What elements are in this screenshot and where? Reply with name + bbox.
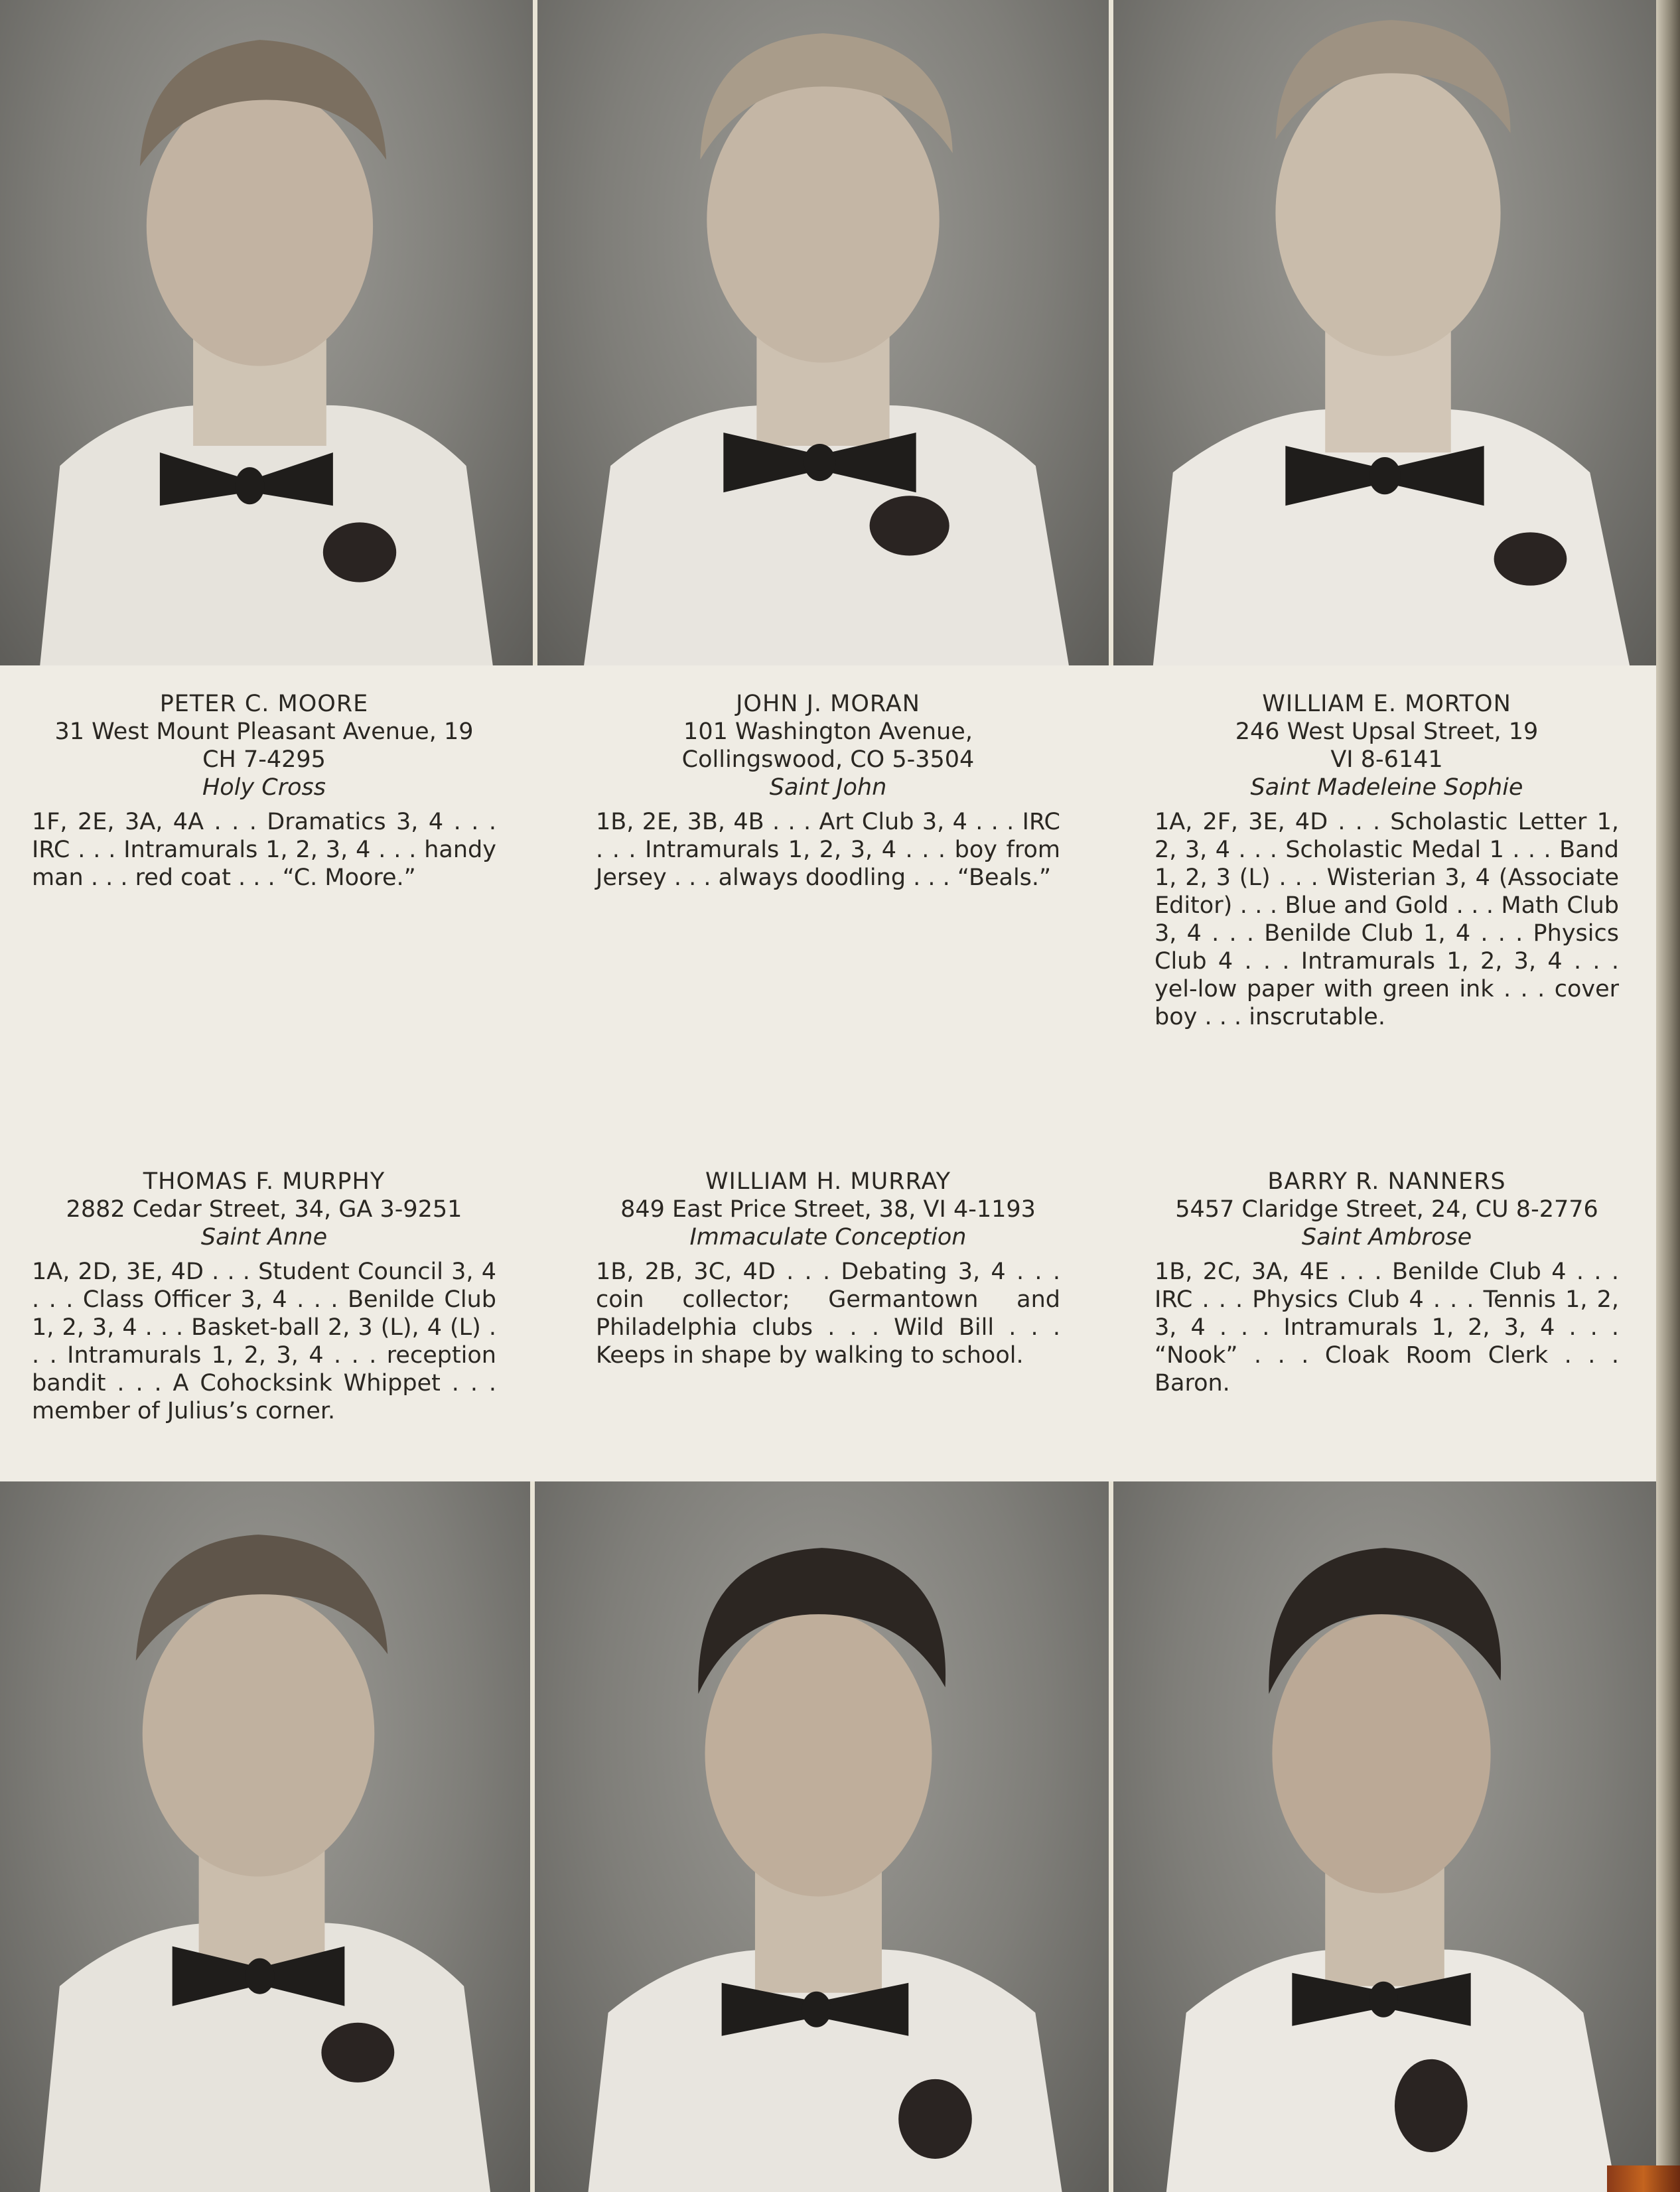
- student-city-phone: Collingswood, CO 5-3504: [681, 746, 975, 773]
- student-phone: VI 8-6141: [1330, 746, 1443, 773]
- student-activities: 1B, 2C, 3A, 4E . . . Benilde Club 4 . . . IRC . . . Physics Club 4 . . . Tennis 1, 2, 3, 4 . . . Intramurals 1, 2, 3, 4 . . . “Nook” . . . Cloak Room Clerk . . . Baron.: [1155, 1259, 1619, 1397]
- student-parish: Saint John: [769, 774, 887, 801]
- student-name: BARRY R. NANNERS: [1267, 1168, 1506, 1195]
- student-address-line: 101 Washington Avenue,: [683, 719, 973, 745]
- entry-william-morton: [1155, 690, 1619, 1031]
- student-parish: Holy Cross: [202, 774, 326, 801]
- student-name: PETER C. MOORE: [159, 691, 369, 717]
- student-name: WILLIAM H. MURRAY: [705, 1168, 951, 1195]
- entry-peter-moore: [32, 690, 496, 892]
- student-address-line: 31 West Mount Pleasant Avenue, 19: [54, 719, 474, 745]
- student-activities: 1B, 2B, 3C, 4D . . . Debating 3, 4 . . . coin collector; Germantown and Philadelphia clubs . . . Wild Bill . . . Keeps in shape by walking to school.: [596, 1259, 1060, 1369]
- portrait-william-murray: [535, 1481, 1109, 2192]
- student-phone: CH 7-4295: [202, 746, 326, 773]
- portrait-john-moran: [537, 0, 1109, 665]
- student-activities: 1B, 2E, 3B, 4B . . . Art Club 3, 4 . . . IRC . . . Intramurals 1, 2, 3, 4 . . . boy from Jersey . . . always doodling . . . “Beals.”: [596, 809, 1060, 891]
- cover-edge: [1607, 2165, 1680, 2192]
- entry-barry-nanners: [1155, 1168, 1619, 1397]
- student-name: JOHN J. MORAN: [736, 691, 920, 717]
- student-activities: 1A, 2D, 3E, 4D . . . Student Council 3, 4 . . . Class Officer 3, 4 . . . Benilde Club 1, 2, 3, 4 . . . Basket-ball 2, 3 (L), 4 (L) . . . Intramurals 1, 2, 3, 4 . . . reception bandit . . . A Cohocksink Whippet . . . member of Julius’s corner.: [32, 1259, 496, 1424]
- portrait-peter-moore: [0, 0, 533, 665]
- student-parish: Saint Anne: [200, 1224, 328, 1251]
- student-address-line: 246 West Upsal Street, 19: [1235, 719, 1539, 745]
- portrait-thomas-murphy: [0, 1481, 530, 2192]
- student-parish: Saint Madeleine Sophie: [1250, 774, 1523, 801]
- portrait-barry-nanners: [1113, 1481, 1656, 2192]
- student-activities: 1F, 2E, 3A, 4A . . . Dramatics 3, 4 . . . IRC . . . Intramurals 1, 2, 3, 4 . . . handy man . . . red coat . . . “C. Moore.”: [32, 809, 496, 891]
- student-name: WILLIAM E. MORTON: [1262, 691, 1511, 717]
- student-parish: Saint Ambrose: [1301, 1224, 1472, 1251]
- student-activities: 1A, 2F, 3E, 4D . . . Scholastic Letter 1, 2, 3, 4 . . . Scholastic Medal 1 . . . Band 1, 2, 3 (L) . . . Wisterian 3, 4 (Associate Editor) . . . Blue and Gold . . . Math Club 3, 4 . . . Benilde Club 1, 4 . . . Physics Club 4 . . . Intramurals 1, 2, 3, 4 . . . yel-low paper with green ink . . . cover boy . . . inscrutable.: [1155, 809, 1619, 1030]
- entry-john-moran: [596, 690, 1060, 892]
- student-address-line: 2882 Cedar Street, 34, GA 3-9251: [66, 1196, 462, 1223]
- student-address-line: 5457 Claridge Street, 24, CU 8-2776: [1175, 1196, 1598, 1223]
- book-spine-shadow: [1656, 0, 1680, 2192]
- student-parish: Immaculate Conception: [689, 1224, 967, 1251]
- student-address-line: 849 East Price Street, 38, VI 4-1193: [620, 1196, 1036, 1223]
- student-name: THOMAS F. MURPHY: [143, 1168, 385, 1195]
- entry-thomas-murphy: [32, 1168, 496, 1425]
- entry-william-murray: [596, 1168, 1060, 1369]
- portrait-william-morton: [1113, 0, 1656, 665]
